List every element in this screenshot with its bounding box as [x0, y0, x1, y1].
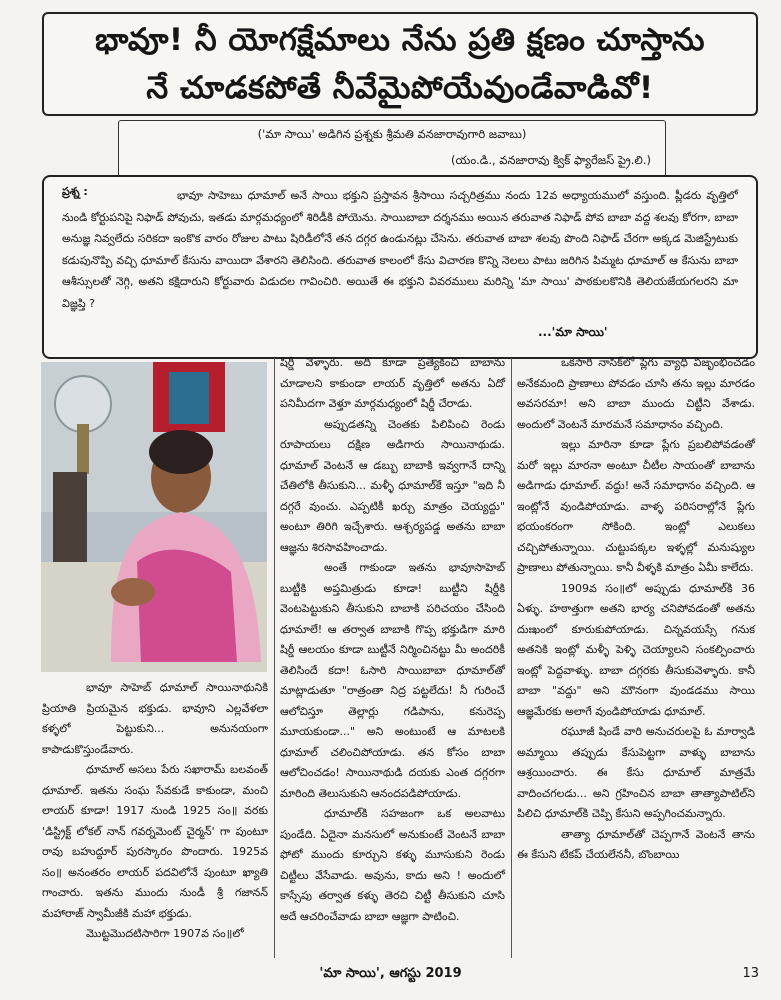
- subtitle-line-2: (యం.డి., వనజారావు క్విక్ ఫ్యారేజస్ ప్రై.లి.): [451, 153, 651, 167]
- column1-paragraph-1: భావూ సాహెబ్ ధూమాల్ సాయినాథునికి ప్రియాతి ప్రియమైన భక్తుడు. భావూని ఎల్లవేళలా కళ్ళలో పెట్టుకుని... అనునయంగా కాపాడుకొస్తుండేవారు.: [42, 681, 268, 756]
- question-text: భావూ సాహెబు ధూమాల్ అనే సాయి భక్తుని ప్రస్తావన శ్రీసాయి సచ్చరిత్రము నందు 12వ అధ్యాయములో వస్తుంది. ప్లీడరు వృత్తిలో నుండి కోర్టుపనిపై నిఫాడ్ పోవుచు, ఇతడు మార్గమధ్యంలో శిరిడీకి పోయెను. సాయిబాబా దర్శనము అయిన తరువాత నిఫాడ్ పోవ బాబా వద్ద శలవు కోరగా, బాబా అనుజ్ఞ నివ్వలేదు సరికదా ఇంకొక వారం రోజుల పాటు షిరిడీలోనే తన దగ్గర ఉండునట్లు చేసెను. తరువాత బాబా శలవు పొంది నిఫాడ్ చేరగా అక్కడ మెజిస్ట్రేటుకు కడుపునొప్పి వచ్చి ధూమాల్ కేసును వాయిదా వేశారని తెలిసింది. తరువాత కాలంలో కేసు విచారణ కొన్ని నెలలు పాటు జరిగిన పిమ్మట ధూమాల్ ఆ కేసును బాబా ఆశీస్సులతో నెగ్గి, అతని కక్షిదారుని కోర్టువారు విడుదల గావించిరి. అయితే ఈ భక్తుని వివరములు మరిన్ని 'మా సాయి' పాఠకులకొనికి తెలియజేయగలరని మా విజ్ఞప్తి ?: [62, 189, 738, 310]
- column2-paragraph-4: ధూమాల్‌కి సహజంగా ఒక అలవాటు పుండేది. ఏదైనా మనసులో అనుకుంటే వెంటనే బాబా ఫోటో ముందు కూర్చుని కళ్ళు మూసుకుని రెండు చిట్టీలు వేసేవాడు. అవును, కాదు అని ! అందులో కాస్సేపు తర్వాత కళ్ళు తెరచి చిట్టీ తీసుకుని చూసి అదే ఆచరించేవాడు బాబా ఆజ్ఞగా పాటించి.: [280, 807, 505, 923]
- column2-paragraph-3: అంతే గాకుండా ఇతను భావూసాహెబ్ బుట్టీకి అప్తమిత్రుడు కూడా! బుట్టీని షిర్డీకి వెంటపెట్టుకుని తీసుకుని బాబాకి పరిచయం చేసింది ధూమాలే! ఆ తర్వాత బాబాకి గొప్ప భక్తుడిగా మారి షిర్డీ ఆలయం కూడా బుట్టీనే నిర్మించినట్టు మీ అందరికీ తెలిసిందే కదా! ఓసారి సాయిబాబా ధూమాల్‌తో మాట్లాడుతూ "రాత్రంతా నిద్ర పట్టలేదు! నీ గురించే ఆలోచిస్తూ తెల్లార్లు గడిపాను, కనురెప్ప మూయకుండా..." అని అంటుంటే ఆ మాటలకి ధూమాల్ చలించిపోయాడు. తన కోసం బాబా ఆలోచించడం! సాయినాథుడి దయకు ఎంత దగ్గరగా మారింది తెలుసుకుని ఆనందపడిపోయాడు.: [280, 561, 505, 800]
- column3-paragraph-3: 1909వ సం॥లో అప్పుడు ధూమాల్‌కి 36 ఏళ్ళు. హఠాత్తుగా అతని భార్య చనిపోవడంతో అతను దుఃఖంలో కూరుకుపోయాడు. చిన్నవయస్సే గనుక అతనికి ఇంట్లో మళ్ళీ పెళ్ళి చెయ్యాలని సంకల్పించారు ఇంట్లో పెద్దవాళ్ళు. బాబా దగ్గరకు తీసుకువెళ్ళారు. కానీ బాబా "వద్దు" అని మౌనంగా వుండడము సాయి ఆజ్ఞమేరకు అలాగే వుండిపోయాడు ధూమాల్.: [517, 581, 755, 718]
- page-footer: 'మా సాయి', ఆగస్టు 2019: [319, 966, 462, 981]
- page-number: 13: [742, 966, 759, 981]
- column3-paragraph-2: ఇల్లు మారినా కూడా ప్లేగు ప్రబలిపోవడంతో మరో ఇల్లు మారనా అంటూ చీటీల సాయంతో బాబాను అడిగాడు ధూమాల్. వద్దు! అనే సమాధానం వచ్చింది. ఆ ఇంట్లోనే వుండిపోయాడు. వాళ్ళ పరిసరాల్లోనే ప్లేగు భయంకరంగా సోకింది. ఇంట్లో ఎలుకలు చచ్చిపోతున్నాయి. చుట్టుపక్కల ఇళ్ళల్లో మనుష్యుల ప్రాణాలు పోతున్నాయి. కానీ వీళ్ళకి మాత్రం ఏమీ కాలేదు.: [517, 438, 755, 574]
- subtitle-line-1: ('మా సాయి' అడిగిన ప్రశ్నకు శ్రీమతి వనజారావుగారి జవాబు): [257, 127, 527, 141]
- column2-paragraph-1: షిర్డీ వెళ్ళారు. అది కూడా ప్రత్యేకించి బాబాను చూడాలని కాకుండా లాయర్ వృత్తిలో అతను ఏదో పనిమీదగా వెళ్తూ మార్గమధ్యంలో షిర్డీ చేరాడు.: [280, 356, 505, 410]
- headline-line-1: భావూ! నీ యోగక్షేమాలు నేను ప్రతి క్షణం చూస్తాను: [95, 22, 705, 58]
- column2-paragraph-2: అప్పుడతన్ని చెంతకు పిలిపించి రెండు రూపాయలు దక్షిణ అడిగారు సాయినాథుడు. ధూమాల్ వెంటనే ఆ డబ్బు బాబాకి ఇవ్వగానే దాన్ని చేతిలోకి తీసుకుని... మళ్ళీ ధూమాల్‌కే ఇస్తూ "ఇది నీ దగ్గరే వుంచు. ఎప్పటికీ ఖర్చు మాత్రం చెయ్యద్దు" అంటూ తిరిగి ఇచ్చేశారు. ఆశ్చర్యపడ్డ అతను బాబా ఆజ్ఞను శిరసావహించాడు.: [280, 417, 505, 554]
- article-column-1: [42, 678, 268, 945]
- column-divider-1: [274, 358, 275, 958]
- column3-paragraph-5: తాత్యా ధూమాల్‌తో చెప్పగానే వెంటనే తాను ఈ కేసుని టేకప్ చేయలేననీ, బొంబాయి: [517, 827, 755, 861]
- headline-line-2: నే చూడకపోతే నీవేమైపోయేవుండేవాడివో!: [146, 70, 654, 106]
- column3-paragraph-4: రఘూజీ షిండే వారి అనుచరులపై ఓ మార్వాడి అమ్మాయి తప్పుడు కేసుపెట్టగా వాళ్ళు బాబాను ఆశ్రయించారు. ఈ కేసు ధూమాల్ మాత్రమే వాదించగలడు... అని గ్రహించిన బాబా తాత్యాపాటిల్‌ని పిలిచి ధూమాల్‌కి చెప్పి కేసుని అప్పగించమన్నారు.: [517, 725, 755, 820]
- column-divider-2: [511, 358, 512, 958]
- question-box: [42, 175, 758, 359]
- column1-paragraph-3: మొట్టమొదటిసారిగా 1907వ సం॥లో: [86, 927, 244, 940]
- column3-paragraph-1: ఒకసారి నాసిక్‌లో ప్లేగు వ్యాధి విజృంభించడం అనేకమంది ప్రాణాలు పోవడం చూసి తను ఇల్లు మారడం అవసరమా! అని బాబా ముందు చిట్టీని వేశాడు. అందులో వెంటనే మారమనే సమాధానం వచ్చింది.: [517, 356, 755, 431]
- question-label: ప్రశ్న :: [62, 185, 88, 198]
- question-signature: ...'మా సాయి': [538, 325, 608, 339]
- headline-box: [42, 12, 758, 116]
- column1-paragraph-2: ధూమాల్ అసలు పేరు సఖారామ్ బలవంత్ ధూమాల్. ఇతను సంఘ సేవకుడే కాకుండా, మంచి లాయర్ కూడా! 1917 నుండి 1925 సం॥ వరకు 'డిస్ట్రిక్ట్ లోకల్ నాన్ గవర్నమెంట్ చైర్మన్' గా పుంటూ రావు బహుద్దూర్ పురస్కారం పొందారు. 1925వ సం॥ అనంతరం లాయర్ పదవిలోనే పుంటూ ఖ్యాతి గాంచారు. ఇతను ముందు నుండీ శ్రీ గజానన్ మహారాజ్ స్వామీజీకి మహా భక్తుడు.: [42, 763, 268, 920]
- article-column-3: [517, 353, 755, 866]
- portrait-illustration: [41, 362, 267, 672]
- portrait-photo: [41, 362, 267, 672]
- article-column-2: [280, 353, 505, 927]
- subtitle-box: [118, 120, 666, 178]
